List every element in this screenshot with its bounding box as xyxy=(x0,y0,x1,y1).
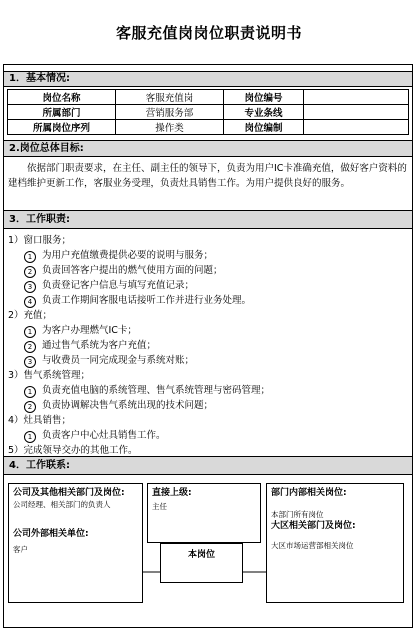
section-relations-header: 4．工作联系: xyxy=(4,456,412,475)
circled-number-icon: 1 xyxy=(24,431,36,443)
staffing-label: 岗位编制 xyxy=(224,120,304,135)
dept-label: 所属部门 xyxy=(8,105,116,120)
sequence-label: 所属岗位序列 xyxy=(8,120,116,135)
job-description-form xyxy=(3,64,413,628)
duty-heading: 2）充值； xyxy=(8,310,53,321)
left-external-text: 客户 xyxy=(13,545,28,554)
right-internal-text: 本部门所有岗位 xyxy=(271,510,324,519)
section-basic-header: 1．基本情况: xyxy=(4,71,412,87)
section-overall-header: 2.岗位总体目标: xyxy=(4,140,412,157)
dept-value: 营销服务部 xyxy=(116,105,224,120)
current-position-label: 本岗位 xyxy=(187,550,215,560)
left-internal-title: 公司及其他相关部门及岗位: xyxy=(13,488,125,498)
series-label: 专业条线 xyxy=(224,105,304,120)
circled-number-icon: 3 xyxy=(24,356,36,368)
duty-heading: 1）窗口服务； xyxy=(8,235,72,246)
circled-number-icon: 1 xyxy=(24,326,36,338)
duty-heading: 4）灶具销售； xyxy=(8,415,72,426)
current-position-box xyxy=(160,543,243,583)
position-code-label: 岗位编号 xyxy=(224,90,304,105)
duty-item-text: 负责充值电脑的系统管理、售气系统管理与密码管理； xyxy=(42,385,271,396)
duty-item-text: 为用户充值缴费提供必要的说明与服务； xyxy=(42,250,214,261)
circled-number-icon: 2 xyxy=(24,401,36,413)
right-internal-title: 部门内部相关岗位: xyxy=(271,488,347,498)
circled-number-icon: 2 xyxy=(24,266,36,278)
duty-item-text: 为客户办理燃气IC卡； xyxy=(42,325,137,336)
duty-item-text: 负责回答客户提出的燃气使用方面的问题； xyxy=(42,265,223,276)
duty-item-text: 负责工作期间客服电话接听工作并进行业务处理。 xyxy=(42,295,252,306)
position-name-label: 岗位名称 xyxy=(8,90,116,105)
left-internal-text: 公司经理、相关部门的负责人 xyxy=(13,500,111,509)
position-name-value: 客服充值岗 xyxy=(116,90,224,105)
overall-goal-text: 依据部门职责要求，在主任、副主任的领导下，负责为用户IC卡准确充值，做好客户资料的建档维护更新工作，客服业务受理，负责灶具销售工作。为用户提供良好的服务。 xyxy=(8,163,407,189)
circled-number-icon: 2 xyxy=(24,341,36,353)
left-external-title: 公司外部相关单位: xyxy=(13,529,89,539)
superior-title: 直接上级: xyxy=(152,488,192,498)
page-title: 客服充值岗岗位职责说明书 xyxy=(115,24,302,42)
right-region-text: 大区市场运营部相关岗位 xyxy=(271,541,354,550)
sequence-value: 操作类 xyxy=(116,120,224,135)
circled-number-icon: 1 xyxy=(24,386,36,398)
circled-number-icon: 3 xyxy=(24,281,36,293)
circled-number-icon: 4 xyxy=(24,296,36,308)
superior-text: 主任 xyxy=(152,502,167,511)
duty-item-text: 负责协调解决售气系统出现的技术问题； xyxy=(42,400,214,411)
duty-heading: 5）完成领导交办的其他工作。 xyxy=(8,445,138,456)
circled-number-icon: 1 xyxy=(24,251,36,263)
duty-item-text: 通过售气系统为客户充值； xyxy=(42,340,157,351)
duty-heading: 3）售气系统管理； xyxy=(8,370,91,381)
duty-item-text: 负责登记客户信息与填写充值记录； xyxy=(42,280,195,291)
section-duties-header: 3．工作职责: xyxy=(4,210,412,229)
duty-item-text: 与收费员一同完成现金与系统对账； xyxy=(42,355,195,366)
right-region-title: 大区相关部门及岗位: xyxy=(271,521,356,531)
duty-item-text: 负责客户中心灶具销售工作。 xyxy=(42,430,166,441)
